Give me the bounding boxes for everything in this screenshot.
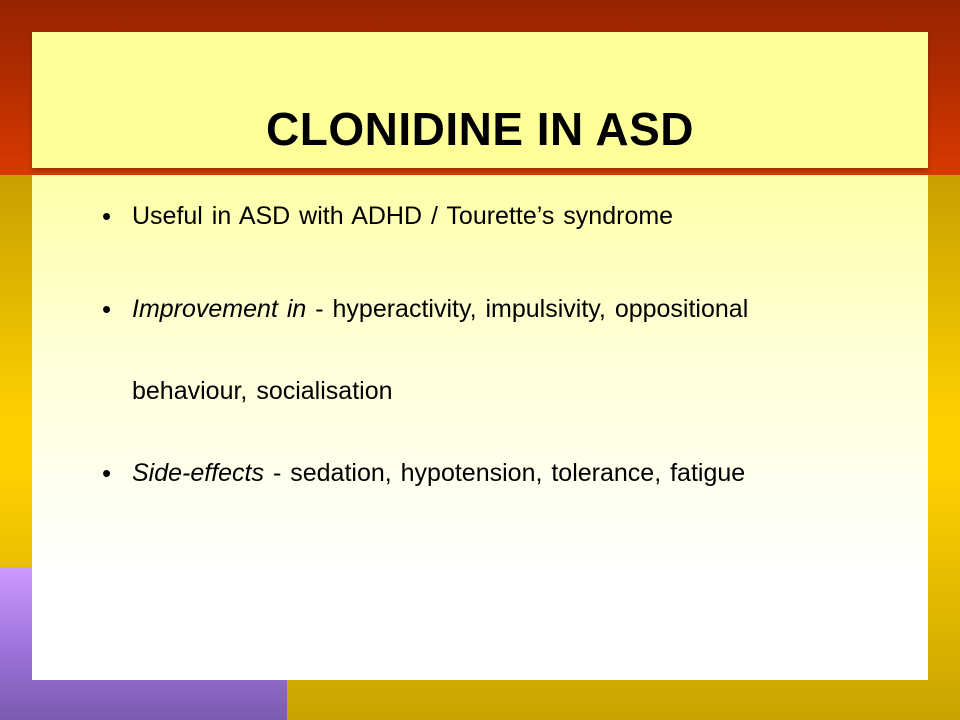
bullet-body: - sedation, hypotension, tolerance, fatigue [264, 459, 746, 487]
bullet-body: Useful in ASD with ADHD / Tourette’s syndrome [132, 202, 674, 230]
bullet-text [132, 268, 872, 432]
title-panel [32, 32, 928, 168]
bullet-lead: Improvement in [132, 295, 307, 323]
bullet-marker: • [102, 458, 112, 488]
bullet-marker: • [102, 201, 112, 231]
bullet-text [132, 432, 872, 514]
bullet-lead: Side-effects [132, 459, 265, 487]
bullet-text [132, 175, 872, 257]
bullet-body: - hyperactivity, impulsivity, oppositional behaviour, socialisation [132, 295, 749, 405]
content-panel [32, 175, 928, 680]
bullet-marker: • [102, 294, 112, 324]
slide-title: CLONIDINE IN ASD [266, 103, 694, 155]
